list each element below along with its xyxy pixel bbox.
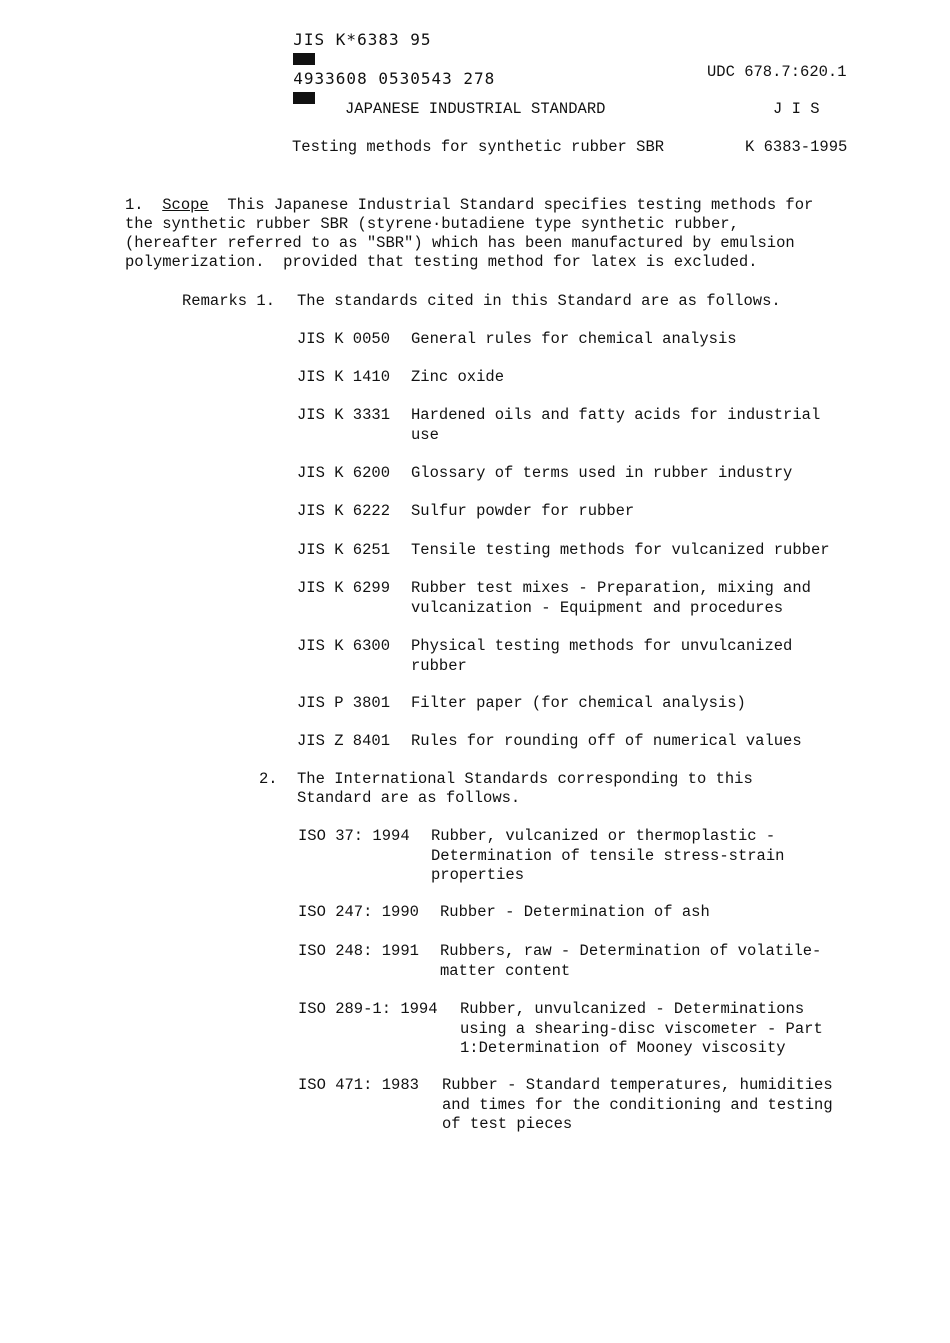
iso-standard-title: Rubbers, raw - Determination of volatile-matter content bbox=[440, 942, 822, 980]
code-block-mark bbox=[293, 53, 315, 65]
document-code-part1: JIS K*6383 95 bbox=[293, 29, 432, 49]
cited-standard-title: Glossary of terms used in rubber industry bbox=[411, 464, 793, 482]
cited-standard-code: JIS K 3331 bbox=[297, 406, 391, 424]
iso-standard-code: ISO 471: 1983 bbox=[298, 1076, 419, 1094]
remarks-intro-2-line1: The International Standards corresponding to this bbox=[297, 770, 753, 788]
scope-line-4: polymerization. provided that testing method for latex is excluded. bbox=[125, 253, 758, 271]
iso-standard-title: Rubber, vulcanized or thermoplastic - Determination of tensile stress-strain properties bbox=[431, 827, 785, 884]
cited-standard-code: JIS K 6200 bbox=[297, 464, 391, 482]
cited-standard-code: JIS Z 8401 bbox=[297, 732, 391, 750]
iso-standard-title: Rubber - Determination of ash bbox=[440, 903, 710, 921]
scope-heading: Scope bbox=[162, 196, 209, 214]
standard-organization: JAPANESE INDUSTRIAL STANDARD bbox=[345, 100, 606, 118]
udc-number: UDC 678.7:620.1 bbox=[707, 63, 847, 81]
scope-line-3: (hereafter referred to as "SBR") which has been manufactured by emulsion bbox=[125, 234, 795, 252]
cited-standard-code: JIS K 1410 bbox=[297, 368, 391, 386]
cited-standard-code: JIS K 6222 bbox=[297, 502, 391, 520]
document-code-part2: 4933608 0530543 278 bbox=[293, 68, 496, 88]
cited-standard-title: Rubber test mixes - Preparation, mixing and vulcanization - Equipment and procedures bbox=[411, 579, 811, 617]
scope-text-1: This Japanese Industrial Standard specifies testing methods for bbox=[227, 196, 814, 214]
remarks-intro: The standards cited in this Standard are as follows. bbox=[297, 292, 781, 310]
remarks-label: Remarks 1. bbox=[182, 292, 276, 310]
cited-standard-title: Physical testing methods for unvulcanized rubber bbox=[411, 637, 793, 675]
cited-standard-title: Hardened oils and fatty acids for industrial use bbox=[411, 406, 821, 444]
remarks-number-2: 2. bbox=[259, 770, 278, 788]
cited-standard-title: Tensile testing methods for vulcanized rubber bbox=[411, 541, 830, 559]
cited-standard-title: Sulfur powder for rubber bbox=[411, 502, 635, 520]
scope-line-1 bbox=[125, 196, 813, 216]
scope-number: 1. bbox=[125, 196, 144, 214]
standard-number: K 6383-1995 bbox=[745, 138, 848, 156]
cited-standard-code: JIS P 3801 bbox=[297, 694, 391, 712]
iso-standard-code: ISO 37: 1994 bbox=[298, 827, 410, 845]
cited-standard-title: Rules for rounding off of numerical values bbox=[411, 732, 802, 750]
document-code-line bbox=[272, 10, 495, 108]
scope-line-2: the synthetic rubber SBR (styrene·butadiene type synthetic rubber, bbox=[125, 215, 739, 233]
document-title: Testing methods for synthetic rubber SBR bbox=[292, 138, 665, 156]
cited-standard-code: JIS K 6251 bbox=[297, 541, 391, 559]
iso-standard-code: ISO 248: 1991 bbox=[298, 942, 419, 960]
code-block-mark bbox=[293, 92, 315, 104]
jis-mark: J I S bbox=[773, 100, 820, 118]
remarks-intro-2-line2: Standard are as follows. bbox=[297, 789, 521, 807]
iso-standard-title: Rubber, unvulcanized - Determinations using a shearing-disc viscometer - Part 1:Determination of Mooney viscosity bbox=[460, 1000, 823, 1057]
cited-standard-title: Zinc oxide bbox=[411, 368, 505, 386]
cited-standard-title: General rules for chemical analysis bbox=[411, 330, 737, 348]
iso-standard-code: ISO 247: 1990 bbox=[298, 903, 419, 921]
iso-standard-title: Rubber - Standard temperatures, humidities and times for the conditioning and testing of test pieces bbox=[442, 1076, 833, 1133]
cited-standard-code: JIS K 6300 bbox=[297, 637, 391, 655]
cited-standard-code: JIS K 6299 bbox=[297, 579, 391, 597]
iso-standard-code: ISO 289-1: 1994 bbox=[298, 1000, 438, 1018]
cited-standard-code: JIS K 0050 bbox=[297, 330, 391, 348]
cited-standard-title: Filter paper (for chemical analysis) bbox=[411, 694, 746, 712]
